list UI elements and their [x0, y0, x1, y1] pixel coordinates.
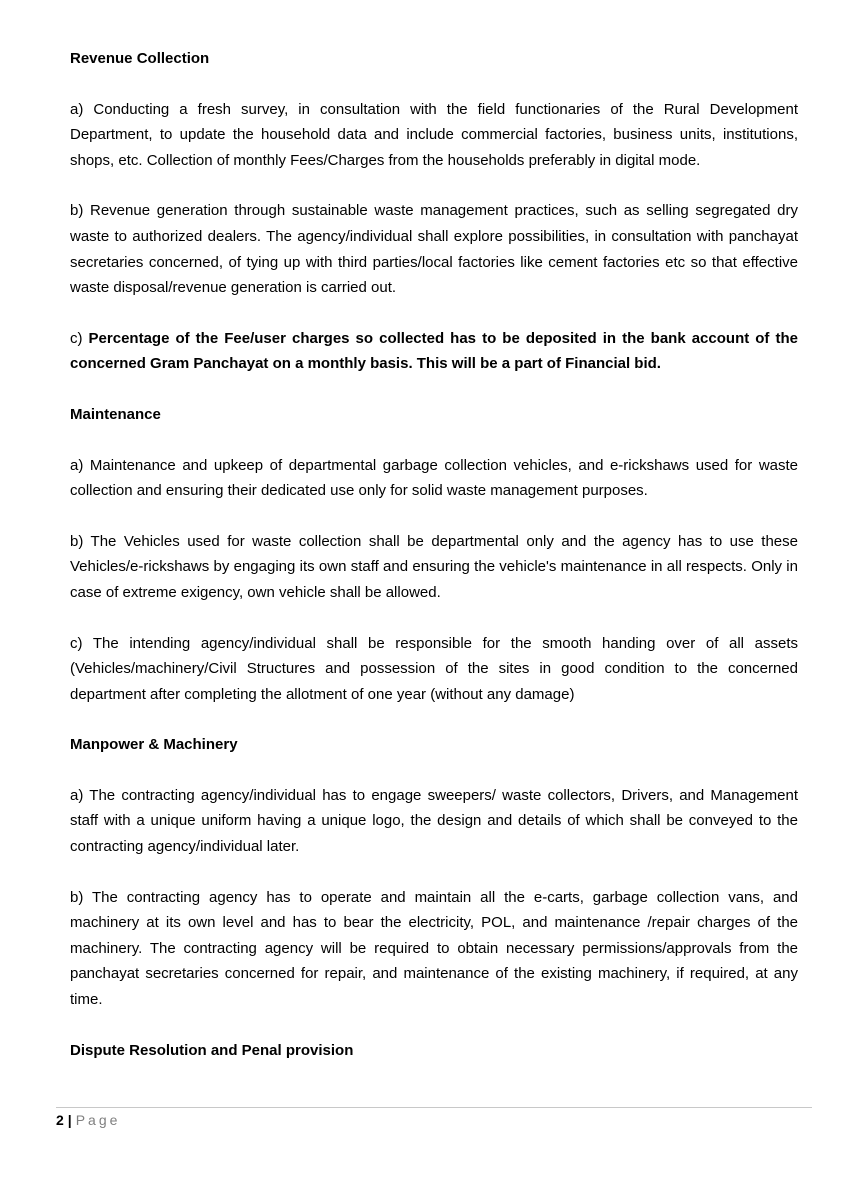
section-revenue-collection: [70, 46, 798, 377]
section-dispute-resolution: [70, 1038, 798, 1064]
paragraph: b) The Vehicles used for waste collection shall be departmental only and the agency has to use these Vehicles/e-rickshaws by engaging its own staff and ensuring the vehicle's maintenance in all respects. Only in case of extreme exigency, own vehicle shall be allowed.: [70, 532, 798, 601]
paragraph: a) Maintenance and upkeep of departmental garbage collection vehicles, and e-rickshaws used for waste collection and ensuring their dedicated use only for solid waste management purposes.: [70, 456, 798, 500]
footer-separator: |: [67, 1112, 72, 1128]
paragraph: c) The intending agency/individual shall be responsible for the smooth handing over of all assets (Vehicles/machinery/Civil Structures and possession of the sites in good condition to the concerned department after completing the allotment of one year (without any damage): [70, 634, 798, 703]
section-heading: Maintenance: [70, 405, 161, 423]
paragraph: c) Percentage of the Fee/user charges so collected has to be deposited in the bank account of the concerned Gram Panchayat on a monthly basis. This will be a part of Financial bid.: [70, 329, 798, 373]
section-heading: Dispute Resolution and Penal provision: [70, 1041, 354, 1059]
paragraph: b) Revenue generation through sustainable waste management practices, such as selling segregated dry waste to authorized dealers. The agency/individual shall explore possibilities, in consultation with panchayat secretaries concerned, of tying up with third parties/local factories like cement factories etc so that effective waste disposal/revenue generation is carried out.: [70, 202, 798, 297]
section-heading: Revenue Collection: [70, 50, 210, 67]
section-maintenance: [70, 402, 798, 707]
paragraph: b) The contracting agency has to operate and maintain all the e-carts, garbage collection vans, and machinery at its own level and has to bear the electricity, POL, and maintenance /repair charges of the machinery. The contracting agency will be required to obtain necessary permissions/approvals from the panchayat secretaries concerned for repair, and maintenance of the existing machinery, if required, at any time.: [70, 888, 798, 1009]
page-number: 2: [56, 1112, 64, 1128]
section-heading: Manpower & Machinery: [70, 736, 238, 754]
paragraph: a) Conducting a fresh survey, in consultation with the field functionaries of the Rural Development Department, to update the household data and include commercial factories, business units, institutions, shops, etc. Collection of monthly Fees/Charges from the households preferably in digital mode.: [70, 100, 798, 169]
document-page: [70, 46, 798, 1088]
paragraph: a) The contracting agency/individual has to engage sweepers/ waste collectors, Drivers, and Management staff with a unique uniform having a unique logo, the design and details of which shall be conveyed to the contracting agency/individual later.: [70, 786, 798, 856]
page-footer: [56, 1110, 120, 1130]
page-label: Page: [75, 1112, 121, 1128]
section-manpower-machinery: [70, 732, 798, 1012]
footer-divider: [56, 1107, 812, 1108]
